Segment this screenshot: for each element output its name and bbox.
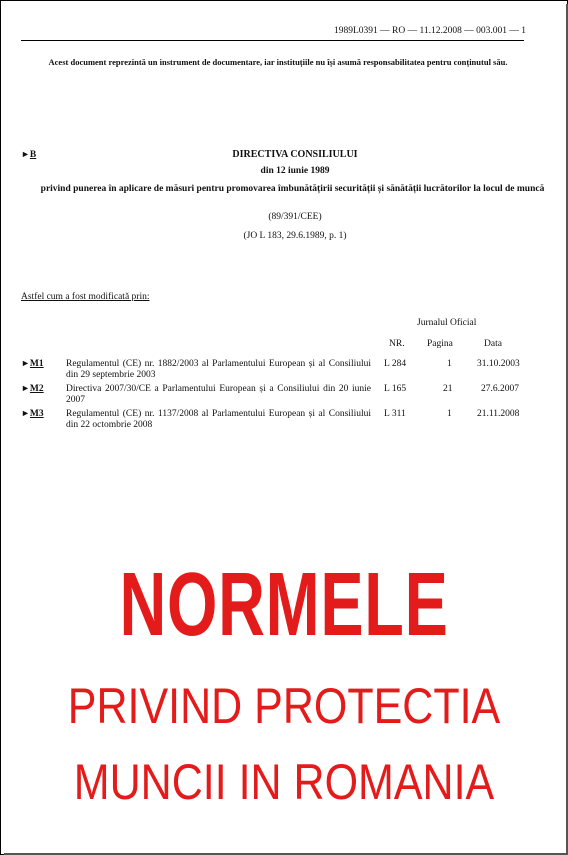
header-rule — [21, 40, 524, 41]
amendment-code[interactable]: M2 — [29, 384, 44, 394]
column-header-date: Data — [484, 339, 502, 349]
journal-group-header: Jurnalul Oficial — [417, 318, 477, 328]
banner-subheading-line2: MUNCII IN ROMANIA — [73, 754, 495, 810]
amendment-description: Regulamentul (CE) nr. 1137/2008 al Parlamentului European și al Consiliului din 22 octombrie 2008 — [66, 409, 371, 430]
base-marker-code[interactable]: B — [29, 150, 37, 160]
arrow-right-icon: ► — [21, 358, 30, 368]
directive-journal: (JO L 183, 29.6.1989, p. 1) — [243, 231, 347, 241]
amendment-description: Directiva 2007/30/CE a Parlamentului European și a Consiliului din 20 iunie 2007 — [66, 384, 371, 405]
amendment-nr: L 165 — [384, 384, 407, 394]
amendment-nr: L 311 — [384, 409, 406, 419]
arrow-right-icon: ► — [21, 149, 30, 159]
amendment-date: 27.6.2007 — [481, 384, 519, 394]
amendment-marker-m2[interactable] — [21, 383, 44, 394]
amendment-page: 21 — [443, 384, 453, 394]
directive-date: din 12 iunie 1989 — [260, 166, 330, 176]
column-header-page: Pagina — [427, 339, 453, 349]
amendment-page: 1 — [447, 409, 452, 419]
amendment-date: 21.11.2008 — [477, 409, 520, 419]
amendment-marker-m1[interactable] — [21, 358, 44, 369]
base-marker[interactable] — [21, 149, 36, 160]
directive-number: (89/391/CEE) — [268, 212, 322, 222]
banner-heading: NORMELE — [119, 555, 449, 655]
amendment-nr: L 284 — [384, 359, 407, 369]
directive-title: DIRECTIVA CONSILIULUI — [232, 149, 358, 160]
arrow-right-icon: ► — [21, 383, 30, 393]
amendment-page: 1 — [447, 359, 452, 369]
disclaimer-text: Acest document reprezintă un instrument de documentare, iar instituțiile nu își asumă responsabilitatea pentru conținutul său. — [48, 57, 508, 67]
banner-subheading-line1: PRIVIND PROTECTIA — [67, 678, 501, 734]
arrow-right-icon: ► — [21, 408, 30, 418]
directive-subject: privind punerea în aplicare de măsuri pentru promovarea îmbunătățirii securității și sănătății lucrătorilor la locul de muncă — [40, 184, 545, 194]
amendment-description: Regulamentul (CE) nr. 1882/2003 al Parlamentului European și al Consiliului din 29 septembrie 2003 — [66, 359, 371, 380]
amendment-date: 31.10.2003 — [477, 359, 520, 369]
amendment-code[interactable]: M3 — [29, 409, 44, 419]
document-reference: 1989L0391 — RO — 11.12.2008 — 003.001 — 1 — [333, 26, 526, 36]
modified-by-label: Astfel cum a fost modificată prin: — [21, 292, 150, 302]
amendment-marker-m3[interactable] — [21, 408, 44, 419]
column-header-nr: NR. — [389, 339, 405, 349]
amendment-code[interactable]: M1 — [29, 359, 44, 369]
